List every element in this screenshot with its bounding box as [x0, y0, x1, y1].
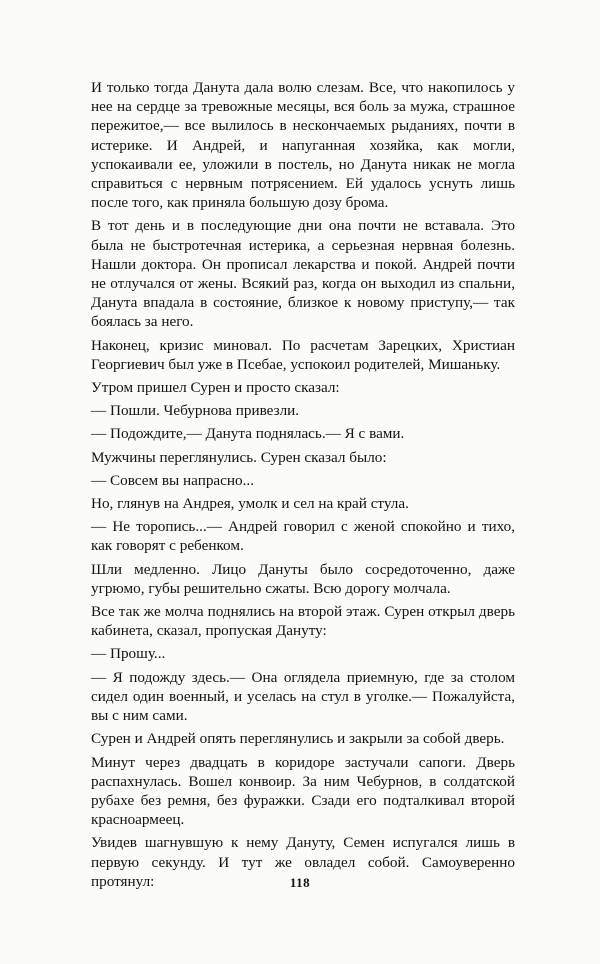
paragraph: — Прошу...	[91, 645, 166, 663]
body-text	[91, 78, 515, 891]
paragraph: — Совсем вы напрасно...	[91, 471, 255, 489]
paragraph: Увидев шагнувшую к нему Дануту, Семен испугался лишь в первую секунду. И тут же овладел собой. Самоуверенно протянул:	[91, 834, 515, 890]
paragraph: Сурен и Андрей опять переглянулись и закрыли за собой дверь.	[91, 730, 505, 748]
page-number: 118	[289, 875, 311, 890]
paragraph: Наконец, кризис миновал. По расчетам Зарецких, Христиан Георгиевич был уже в Псебае, успокоил родителей, Мишаньку.	[91, 336, 515, 373]
paragraph: Минут через двадцать в коридоре застучали сапоги. Дверь распахнулась. Вошел конвоир. За ним Чебурнов, в солдатской рубахе без ремня, без фуражки. Сзади его подталкивал второй красноармеец.	[91, 753, 515, 829]
paragraph: Все так же молча поднялись на второй этаж. Сурен открыл дверь кабинета, сказал, пропуская Дануту:	[91, 603, 515, 640]
paragraph: Утром пришел Сурен и просто сказал:	[91, 379, 340, 397]
paragraph: Но, глянув на Андрея, умолк и сел на край стула.	[91, 495, 409, 513]
paragraph: — Пошли. Чебурнова привезли.	[91, 402, 300, 420]
paragraph: Шли медленно. Лицо Дануты было сосредоточенно, даже угрюмо, губы решительно сжаты. Всю дорогу молчала.	[91, 560, 515, 597]
paragraph: — Я подожду здесь.— Она оглядела приемную, где за столом сидел один военный, и уселась на стул в уголке.— Пожалуйста, вы с ним сами.	[91, 668, 515, 725]
paragraph: — Не торопись...— Андрей говорил с женой спокойно и тихо, как говорят с ребенком.	[91, 518, 515, 555]
paragraph: Мужчины переглянулись. Сурен сказал было:	[91, 448, 387, 466]
paragraph: В тот день и в последующие дни она почти не вставала. Это была не быстротечная истерика, а серьезная нервная болезнь. Нашли доктора. Он прописал лекарства и покой. Андрей почти не отлучался от жены. Всякий раз, когда он выходил из спальни, Данута впадала в состояние, близкое к новому приступу,— так боялась за него.	[91, 217, 515, 331]
paragraph: — Подождите,— Данута поднялась.— Я с вами.	[91, 425, 405, 443]
paragraph: И только тогда Данута дала волю слезам. Все, что накопилось у нее на сердце за тревожные месяцы, вся боль за мужа, страшное пережитое,— все вылилось в нескончаемых рыданиях, почти в истерике. И Андрей, и напуганная хозяйка, как могли, успокаивали ее, уложили в постель, но Данута никак не могла справиться с нервным потрясением. Ей удалось уснуть лишь после того, как приняла большую дозу брома.	[91, 79, 515, 212]
